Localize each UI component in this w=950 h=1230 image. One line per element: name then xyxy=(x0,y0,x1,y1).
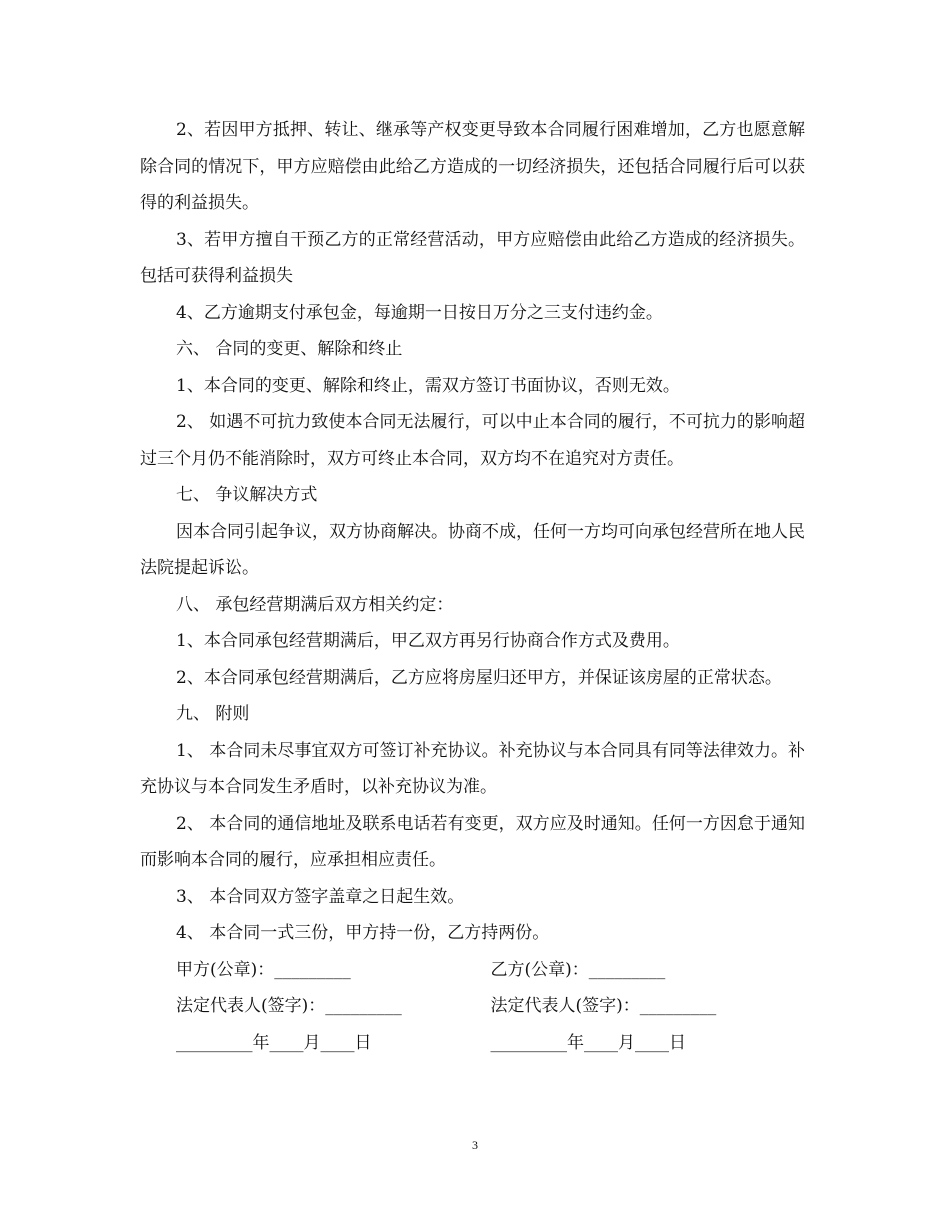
party-a-date: _________年____月____日 xyxy=(176,1032,372,1053)
clause-6-1: 1、本合同的变更、解除和终止，需双方签订书面协议，否则无效。 xyxy=(176,375,680,396)
clause-8-2: 2、本合同承包经营期满后，乙方应将房屋归还甲方，并保证该房屋的正常状态。 xyxy=(176,667,782,688)
clause-9-1: 1、 本合同未尽事宜双方可签订补充协议。补充协议与本合同具有同等法律效力。补充协议与本合同发生矛盾时，以补充协议为准。 xyxy=(140,740,805,797)
party-a-representative: 法定代表人(签字)：_________ xyxy=(176,996,402,1016)
clause-6-2: 2、 如遇不可抗力致使本合同无法履行，可以中止本合同的履行，不可抗力的影响超过三个月仍不能消除时，双方可终止本合同，双方均不在追究对方责任。 xyxy=(140,412,805,469)
clause-5-3: 3、若甲方擅自干预乙方的正常经营活动，甲方应赔偿由此给乙方造成的经济损失。包括可获得利益损失 xyxy=(140,229,805,286)
clause-9-2: 2、 本合同的通信地址及联系电话若有变更，双方应及时通知。任何一方因怠于通知而影响本合同的履行，应承担相应责任。 xyxy=(140,813,805,870)
clause-5-2: 2、若因甲方抵押、转让、继承等产权变更导致本合同履行困难增加，乙方也愿意解除合同的情况下，甲方应赔偿由此给乙方造成的一切经济损失，还包括合同履行后可以获得的利益损失。 xyxy=(140,120,805,213)
representative-row xyxy=(140,988,805,1025)
date-row xyxy=(140,1025,805,1062)
clause-8-1: 1、本合同承包经营期满后，甲乙双方再另行协商合作方式及费用。 xyxy=(176,631,680,651)
section-6-heading: 六、 合同的变更、解除和终止 xyxy=(176,339,403,359)
clause-9-3: 3、 本合同双方签字盖章之日起生效。 xyxy=(176,886,465,907)
section-9-heading: 九、 附则 xyxy=(176,704,250,724)
party-b-representative: 法定代表人(签字)：_________ xyxy=(490,996,717,1016)
clause-5-4: 4、乙方逾期支付承包金，每逾期一日按日万分之三支付违约金。 xyxy=(176,302,663,323)
party-b-seal: 乙方(公章)：_________ xyxy=(490,959,666,980)
section-8-heading: 八、 承包经营期满后双方相关约定： xyxy=(176,594,454,615)
section-7-heading: 七、 争议解决方式 xyxy=(176,485,318,505)
page-number: 3 xyxy=(472,1138,478,1152)
signature-block xyxy=(140,952,805,1062)
contract-body xyxy=(140,112,805,952)
party-a-seal: 甲方(公章)：_________ xyxy=(176,959,351,980)
seal-row xyxy=(140,952,805,989)
clause-9-4: 4、 本合同一式三份，甲方持一份，乙方持两份。 xyxy=(176,923,550,943)
party-b-date: _________年____月____日 xyxy=(490,1032,686,1053)
clause-7-body: 因本合同引起争议，双方协商解决。协商不成，任何一方均可向承包经营所在地人民法院提起诉讼。 xyxy=(140,521,805,578)
